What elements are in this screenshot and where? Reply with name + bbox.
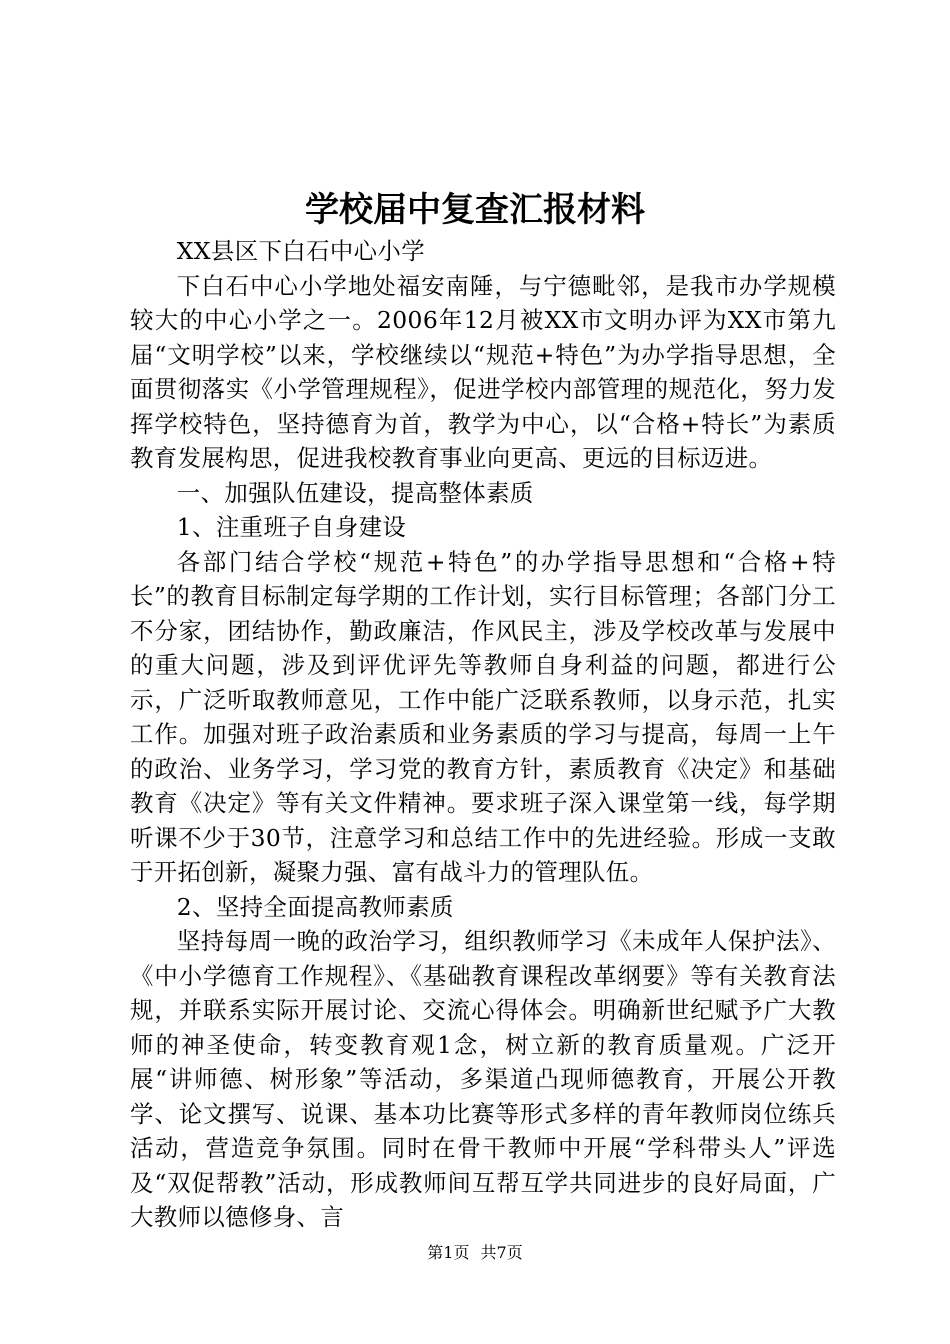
section-heading-1: 一、加强队伍建设，提高整体素质 — [176, 478, 534, 507]
school-name-line: XX县区下白石中心小学 — [176, 237, 426, 265]
document-body — [130, 234, 836, 1235]
subsection-heading-1: 1、注重班子自身建设 — [176, 513, 407, 541]
page-total: 共7页 — [480, 1243, 523, 1262]
document-title: 学校届中复查汇报材料 — [305, 190, 645, 230]
intro-paragraph: 下白石中心小学地处福安南陲，与宁德毗邻，是我市办学规模较大的中心小学之一。2006年12月被XX市文明办评为XX市第九届“文明学校”以来，学校继续以“规范+特色”为办学指导思想，全面贯彻落实《小学管理规程》，促进学校内部管理的规范化，努力发挥学校特色，坚持德育为首，教学为中心，以“合格+特长”为素质教育发展构思，促进我校教育事业向更高、更远的目标迈进。 — [130, 271, 836, 472]
subsection-heading-2: 2、坚持全面提高教师素质 — [176, 892, 454, 921]
page-number: 第1页 — [427, 1243, 470, 1262]
body-paragraph-2: 坚持每周一晚的政治学习，组织教师学习《未成年人保护法》、《中小学德育工作规程》、《基础教育课程改革纲要》等有关教育法规，并联系实际开展讨论、交流心得体会。明确新世纪赋予广大教师的神圣使命，转变教育观1念，树立新的教育质量观。广泛开展“讲师德、树形象”等活动，多渠道凸现师德教育，开展公开教学、论文撰写、说课、基本功比赛等形式多样的青年教师岗位练兵活动，营造竞争氛围。同时在骨干教师中开展“学科带头人”评选及“双促帮教”活动，形成教师间互帮互学共同进步的良好局面，广大教师以德修身、言 — [130, 927, 836, 1231]
body-paragraph-1: 各部门结合学校“规范+特色”的办学指导思想和“合格+特长”的教育目标制定每学期的工作计划，实行目标管理；各部门分工不分家，团结协作，勤政廉洁，作风民主，涉及学校改革与发展中的重大问题，涉及到评优评先等教师自身利益的问题，都进行公示，广泛听取教师意见，工作中能广泛联系教师，以身示范，扎实工作。加强对班子政治素质和业务素质的学习与提高，每周一上午的政治、业务学习，学习党的教育方针，素质教育《决定》和基础教育《决定》等有关文件精神。要求班子深入课堂第一线，每学期听课不少于30节，注意学习和总结工作中的先进经验。形成一支敢于开拓创新，凝聚力强、富有战斗力的管理队伍。 — [130, 547, 836, 886]
page-footer — [0, 1242, 950, 1264]
